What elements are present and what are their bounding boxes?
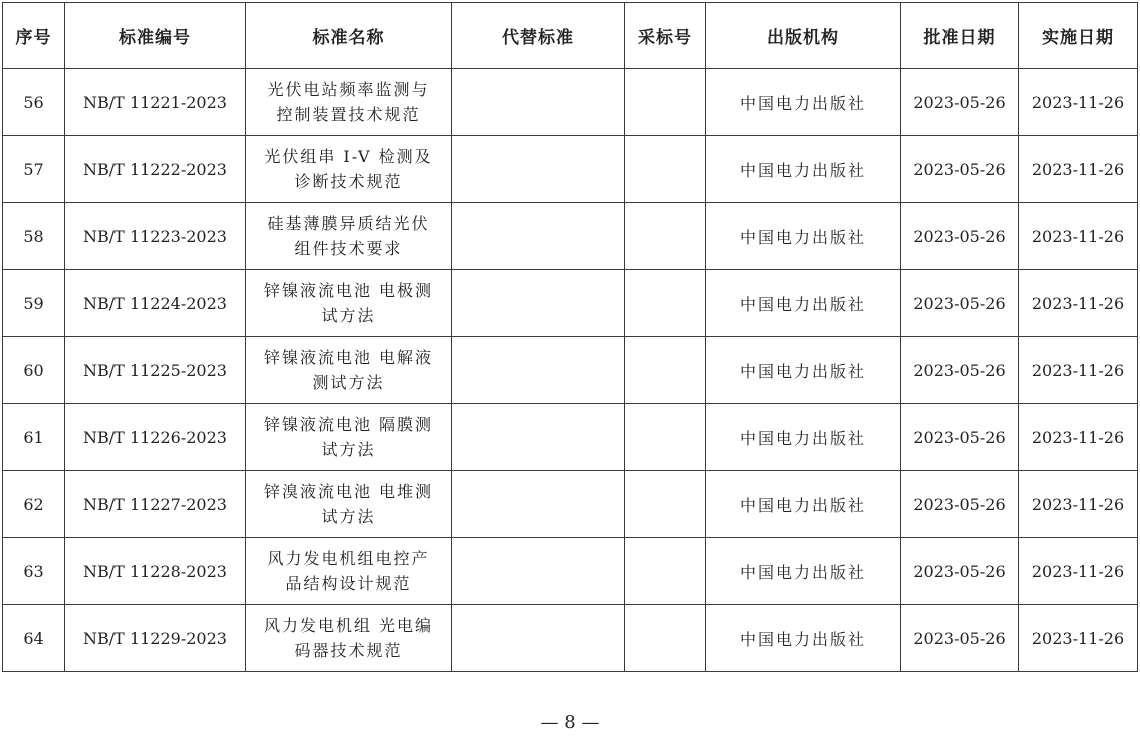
header-name: 标准名称 bbox=[246, 3, 452, 69]
cell-standard-code: NB/T 11227-2023 bbox=[65, 471, 246, 538]
cell-standard-code: NB/T 11221-2023 bbox=[65, 69, 246, 136]
header-adopted: 采标号 bbox=[625, 3, 706, 69]
cell-approval-date: 2023-05-26 bbox=[901, 404, 1019, 471]
cell-adopted bbox=[625, 404, 706, 471]
cell-adopted bbox=[625, 337, 706, 404]
cell-replaces bbox=[452, 270, 625, 337]
cell-effective-date: 2023-11-26 bbox=[1019, 605, 1138, 672]
cell-approval-date: 2023-05-26 bbox=[901, 471, 1019, 538]
cell-publisher: 中国电力出版社 bbox=[706, 270, 901, 337]
page-number: — 8 — bbox=[540, 712, 600, 733]
cell-standard-name: 光伏组串 I-V 检测及 诊断技术规范 bbox=[246, 136, 452, 203]
table-row bbox=[3, 471, 1138, 538]
cell-standard-code: NB/T 11223-2023 bbox=[65, 203, 246, 270]
cell-seq: 63 bbox=[3, 538, 65, 605]
cell-publisher: 中国电力出版社 bbox=[706, 471, 901, 538]
table-row bbox=[3, 69, 1138, 136]
table-row bbox=[3, 404, 1138, 471]
cell-seq: 62 bbox=[3, 471, 65, 538]
cell-standard-name: 锌镍液流电池 电极测 试方法 bbox=[246, 270, 452, 337]
cell-effective-date: 2023-11-26 bbox=[1019, 471, 1138, 538]
header-approval-date: 批准日期 bbox=[901, 3, 1019, 69]
cell-publisher: 中国电力出版社 bbox=[706, 337, 901, 404]
cell-standard-code: NB/T 11226-2023 bbox=[65, 404, 246, 471]
cell-effective-date: 2023-11-26 bbox=[1019, 538, 1138, 605]
cell-adopted bbox=[625, 136, 706, 203]
cell-publisher: 中国电力出版社 bbox=[706, 538, 901, 605]
cell-replaces bbox=[452, 203, 625, 270]
table-row bbox=[3, 538, 1138, 605]
cell-approval-date: 2023-05-26 bbox=[901, 605, 1019, 672]
cell-approval-date: 2023-05-26 bbox=[901, 69, 1019, 136]
table-row bbox=[3, 203, 1138, 270]
cell-replaces bbox=[452, 404, 625, 471]
cell-approval-date: 2023-05-26 bbox=[901, 337, 1019, 404]
cell-approval-date: 2023-05-26 bbox=[901, 270, 1019, 337]
cell-standard-name: 锌镍液流电池 电解液 测试方法 bbox=[246, 337, 452, 404]
cell-seq: 56 bbox=[3, 69, 65, 136]
cell-replaces bbox=[452, 605, 625, 672]
cell-adopted bbox=[625, 69, 706, 136]
cell-standard-name: 硅基薄膜异质结光伏 组件技术要求 bbox=[246, 203, 452, 270]
cell-replaces bbox=[452, 136, 625, 203]
cell-standard-code: NB/T 11222-2023 bbox=[65, 136, 246, 203]
cell-seq: 59 bbox=[3, 270, 65, 337]
cell-publisher: 中国电力出版社 bbox=[706, 605, 901, 672]
cell-effective-date: 2023-11-26 bbox=[1019, 136, 1138, 203]
table-body bbox=[3, 69, 1138, 672]
header-effective-date: 实施日期 bbox=[1019, 3, 1138, 69]
cell-approval-date: 2023-05-26 bbox=[901, 203, 1019, 270]
cell-standard-name: 光伏电站频率监测与 控制装置技术规范 bbox=[246, 69, 452, 136]
table-row bbox=[3, 605, 1138, 672]
cell-effective-date: 2023-11-26 bbox=[1019, 69, 1138, 136]
cell-standard-code: NB/T 11224-2023 bbox=[65, 270, 246, 337]
cell-standard-code: NB/T 11228-2023 bbox=[65, 538, 246, 605]
cell-seq: 60 bbox=[3, 337, 65, 404]
cell-standard-name: 锌溴液流电池 电堆测 试方法 bbox=[246, 471, 452, 538]
cell-approval-date: 2023-05-26 bbox=[901, 136, 1019, 203]
cell-seq: 64 bbox=[3, 605, 65, 672]
header-seq: 序号 bbox=[3, 3, 65, 69]
cell-effective-date: 2023-11-26 bbox=[1019, 203, 1138, 270]
cell-adopted bbox=[625, 471, 706, 538]
cell-standard-name: 锌镍液流电池 隔膜测 试方法 bbox=[246, 404, 452, 471]
cell-replaces bbox=[452, 538, 625, 605]
cell-effective-date: 2023-11-26 bbox=[1019, 270, 1138, 337]
cell-seq: 57 bbox=[3, 136, 65, 203]
cell-adopted bbox=[625, 203, 706, 270]
cell-standard-code: NB/T 11225-2023 bbox=[65, 337, 246, 404]
cell-standard-name: 风力发电机组 光电编 码器技术规范 bbox=[246, 605, 452, 672]
standards-table bbox=[2, 2, 1138, 672]
cell-approval-date: 2023-05-26 bbox=[901, 538, 1019, 605]
table-row bbox=[3, 136, 1138, 203]
cell-replaces bbox=[452, 337, 625, 404]
cell-seq: 61 bbox=[3, 404, 65, 471]
cell-effective-date: 2023-11-26 bbox=[1019, 404, 1138, 471]
cell-publisher: 中国电力出版社 bbox=[706, 404, 901, 471]
cell-adopted bbox=[625, 538, 706, 605]
cell-effective-date: 2023-11-26 bbox=[1019, 337, 1138, 404]
cell-publisher: 中国电力出版社 bbox=[706, 136, 901, 203]
table-row bbox=[3, 337, 1138, 404]
cell-standard-name: 风力发电机组电控产 品结构设计规范 bbox=[246, 538, 452, 605]
header-publisher: 出版机构 bbox=[706, 3, 901, 69]
table-header-row bbox=[3, 3, 1138, 69]
cell-publisher: 中国电力出版社 bbox=[706, 69, 901, 136]
cell-replaces bbox=[452, 69, 625, 136]
cell-adopted bbox=[625, 605, 706, 672]
cell-replaces bbox=[452, 471, 625, 538]
cell-publisher: 中国电力出版社 bbox=[706, 203, 901, 270]
header-code: 标准编号 bbox=[65, 3, 246, 69]
table-row bbox=[3, 270, 1138, 337]
cell-standard-code: NB/T 11229-2023 bbox=[65, 605, 246, 672]
cell-seq: 58 bbox=[3, 203, 65, 270]
cell-adopted bbox=[625, 270, 706, 337]
header-replaces: 代替标准 bbox=[452, 3, 625, 69]
